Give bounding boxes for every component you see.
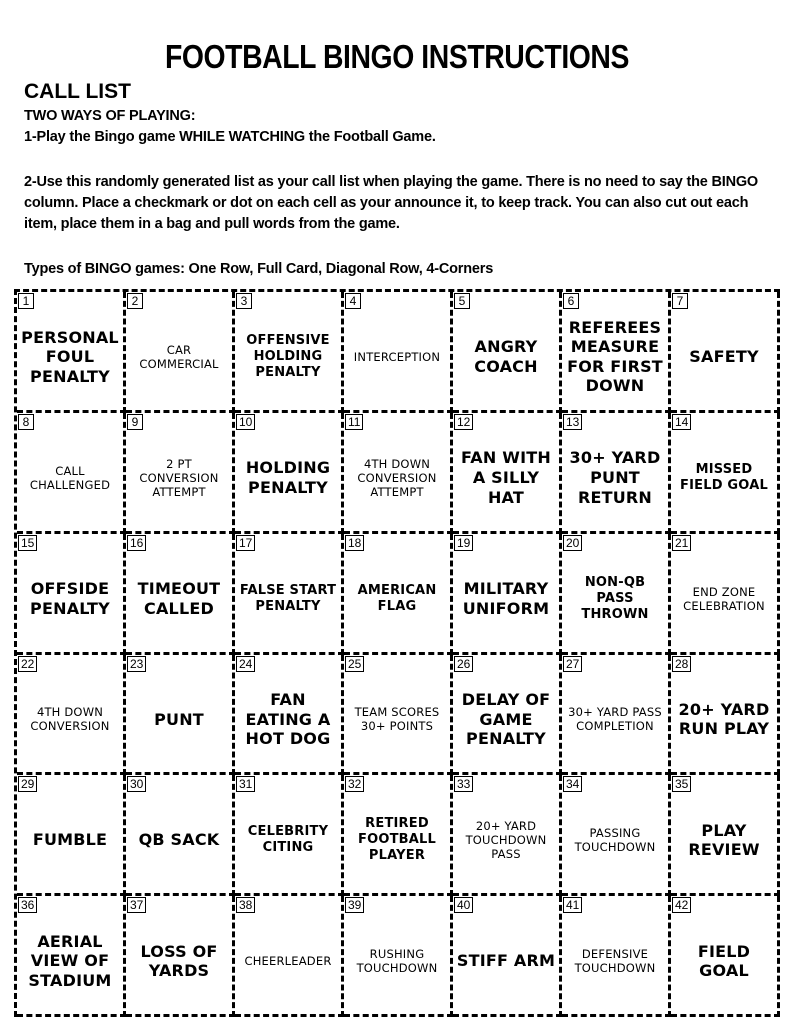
cell-number: 23 <box>127 656 146 672</box>
call-list-cell <box>126 413 235 534</box>
cell-number: 4 <box>345 293 361 309</box>
cell-label: PERSONAL FOUL PENALTY <box>21 327 119 386</box>
call-list-cell <box>562 413 671 534</box>
cell-number: 36 <box>18 897 37 913</box>
cell-number: 32 <box>345 776 364 792</box>
cell-number: 19 <box>454 535 473 551</box>
cell-label: SAFETY <box>689 347 759 367</box>
cell-number: 8 <box>18 414 34 430</box>
call-list-cell <box>126 534 235 655</box>
cell-label: CAR COMMERCIAL <box>139 342 219 371</box>
cell-label: 4TH DOWN CONVERSION <box>30 705 110 734</box>
cell-number: 33 <box>454 776 473 792</box>
cell-number: 7 <box>672 293 688 309</box>
cell-label: 2 PT CONVERSION ATTEMPT <box>139 456 219 499</box>
cell-label: MISSED FIELD GOAL <box>680 461 768 493</box>
cell-label: FAN EATING A HOT DOG <box>245 690 331 749</box>
call-list-cell <box>126 655 235 776</box>
cell-label: 30+ YARD PASS COMPLETION <box>568 705 662 734</box>
cell-label: CHEERLEADER <box>244 954 332 969</box>
cell-label: CELEBRITY CITING <box>247 824 329 856</box>
cell-number: 24 <box>236 656 255 672</box>
cell-label: AMERICAN FLAG <box>357 582 437 614</box>
cell-label: DELAY OF GAME PENALTY <box>461 690 551 749</box>
cell-label: INTERCEPTION <box>353 349 441 364</box>
cell-number: 30 <box>127 776 146 792</box>
cell-number: 31 <box>236 776 255 792</box>
call-list-cell <box>671 292 780 413</box>
call-list-cell <box>344 534 453 655</box>
call-list-cell <box>453 413 562 534</box>
cell-number: 20 <box>563 535 582 551</box>
cell-number: 2 <box>127 293 143 309</box>
call-list-cell <box>562 896 671 1017</box>
call-list-cell <box>235 292 344 413</box>
cell-label: ANGRY COACH <box>474 337 538 376</box>
cell-number: 39 <box>345 897 364 913</box>
call-list-cell <box>126 775 235 896</box>
call-list-cell <box>126 896 235 1017</box>
cell-number: 6 <box>563 293 579 309</box>
cell-label: OFFENSIVE HOLDING PENALTY <box>246 333 330 380</box>
call-list-cell <box>671 775 780 896</box>
cell-number: 3 <box>236 293 252 309</box>
call-list-cell <box>671 534 780 655</box>
cell-label: DEFENSIVE TOUCHDOWN <box>574 947 656 976</box>
instructions-heading: TWO WAYS OF PLAYING: <box>24 108 196 124</box>
call-list-cell <box>17 292 126 413</box>
call-list-cell <box>344 413 453 534</box>
cell-number: 21 <box>672 535 691 551</box>
cell-number: 17 <box>236 535 255 551</box>
cell-number: 29 <box>18 776 37 792</box>
cell-number: 28 <box>672 656 691 672</box>
section-subtitle: CALL LIST <box>24 80 131 103</box>
cell-number: 14 <box>672 414 691 430</box>
cell-label: FUMBLE <box>32 830 108 850</box>
cell-label: FIELD GOAL <box>697 941 751 981</box>
cell-label: CALL CHALLENGED <box>29 463 111 492</box>
cell-label: HOLDING PENALTY <box>245 458 331 497</box>
bingo-game-types: Types of BINGO games: One Row, Full Card, Diagonal Row, 4-Corners <box>24 261 494 277</box>
call-list-cell <box>235 413 344 534</box>
cell-number: 12 <box>454 414 473 430</box>
cell-label: 20+ YARD TOUCHDOWN PASS <box>465 819 547 862</box>
cell-label: 30+ YARD PUNT RETURN <box>569 448 661 507</box>
cell-number: 11 <box>345 414 363 430</box>
call-list-cell <box>126 292 235 413</box>
call-list-cell <box>17 896 126 1017</box>
call-list-cell <box>17 775 126 896</box>
call-list-cell <box>453 534 562 655</box>
call-list-cell <box>344 655 453 776</box>
call-list-cell <box>562 655 671 776</box>
cell-label: FAN WITH A SILLY HAT <box>461 448 551 507</box>
cell-label: 4TH DOWN CONVERSION ATTEMPT <box>357 456 437 499</box>
page-title: FOOTBALL BINGO INSTRUCTIONS <box>164 38 629 75</box>
cell-number: 15 <box>18 535 37 551</box>
cell-label: PUNT <box>154 709 204 729</box>
call-list-cell <box>562 534 671 655</box>
cell-number: 25 <box>345 656 364 672</box>
call-list-cell <box>235 655 344 776</box>
call-list-cell <box>17 413 126 534</box>
call-list-cell <box>344 896 453 1017</box>
cell-number: 10 <box>236 414 255 430</box>
cell-number: 35 <box>672 776 691 792</box>
cell-label: RETIRED FOOTBALL PLAYER <box>358 816 436 864</box>
cell-label: 20+ YARD RUN PLAY <box>678 699 770 739</box>
call-list-cell <box>562 775 671 896</box>
cell-number: 42 <box>672 897 691 913</box>
cell-label: LOSS OF YARDS <box>140 941 218 981</box>
call-list-cell <box>453 775 562 896</box>
cell-number: 5 <box>454 293 470 309</box>
call-list-cell <box>235 896 344 1017</box>
cell-number: 40 <box>454 897 473 913</box>
call-list-cell <box>17 655 126 776</box>
cell-label: TEAM SCORES 30+ POINTS <box>354 705 440 734</box>
call-list-cell <box>671 896 780 1017</box>
cell-label: MILITARY UNIFORM <box>462 579 550 618</box>
cell-label: FALSE START PENALTY <box>239 582 337 614</box>
call-list-cell <box>344 775 453 896</box>
cell-number: 22 <box>18 656 37 672</box>
cell-label: PLAY REVIEW <box>688 820 760 860</box>
cell-label: RUSHING TOUCHDOWN <box>356 947 438 976</box>
instructions-option-2: 2-Use this randomly generated list as your call list when playing the game. There is no need to say the BINGO column. Place a checkmark or dot on each cell as your announce it, to keep track. You can also cut out each item, place them in a bag and pull words from the game. <box>24 174 759 232</box>
cell-number: 16 <box>127 535 146 551</box>
call-list-cell <box>17 534 126 655</box>
cell-number: 27 <box>563 656 582 672</box>
cell-label: AERIAL VIEW OF STADIUM <box>28 931 112 990</box>
cell-label: NON-QB PASS THROWN <box>581 574 649 622</box>
cell-number: 38 <box>236 897 255 913</box>
call-list-cell <box>671 413 780 534</box>
cell-label: TIMEOUT CALLED <box>137 579 221 618</box>
instructions-option-1: 1-Play the Bingo game WHILE WATCHING the Football Game. <box>24 129 436 145</box>
call-list-cell <box>453 896 562 1017</box>
cell-label: PASSING TOUCHDOWN <box>574 826 656 855</box>
cell-number: 34 <box>563 776 582 792</box>
call-list-cell <box>235 534 344 655</box>
call-list-cell <box>235 775 344 896</box>
call-list-cell <box>671 655 780 776</box>
call-list-cell <box>562 292 671 413</box>
call-list-cell <box>453 655 562 776</box>
cell-label: END ZONE CELEBRATION <box>683 584 765 613</box>
cell-label: OFFSIDE PENALTY <box>30 579 110 618</box>
call-list-grid <box>14 289 780 1017</box>
cell-number: 41 <box>563 897 582 913</box>
cell-number: 13 <box>563 414 582 430</box>
cell-number: 37 <box>127 897 146 913</box>
cell-number: 18 <box>345 535 364 551</box>
call-list-cell <box>453 292 562 413</box>
call-list-cell <box>344 292 453 413</box>
cell-number: 26 <box>454 656 473 672</box>
cell-label: STIFF ARM <box>456 951 556 971</box>
cell-number: 1 <box>18 293 34 309</box>
cell-label: REFEREES MEASURE FOR FIRST DOWN <box>567 317 663 396</box>
cell-number: 9 <box>127 414 143 430</box>
cell-label: QB SACK <box>138 830 220 850</box>
